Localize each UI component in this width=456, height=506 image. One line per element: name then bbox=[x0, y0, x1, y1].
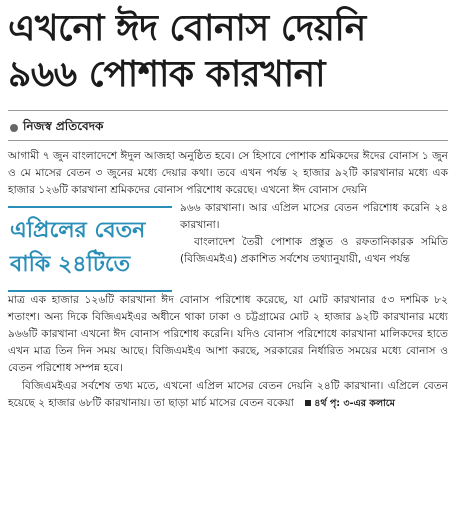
article-body bbox=[8, 148, 448, 412]
headline-line-1: এখনো ঈদ বোনাস দেয়নি bbox=[8, 8, 366, 49]
pullquote bbox=[8, 206, 172, 292]
square-bullet-icon bbox=[305, 400, 311, 406]
byline bbox=[10, 118, 103, 138]
paragraph-3-text: বিজিএমইএর সর্বশেষ তথ্য মতে, এখনো এপ্রিল মাসের বেতন দেয়নি ২৪টি কারখানা। এপ্রিলে বেতন হয়েছে ২ হাজার ৬৮টি কারখানায়। তা ছাড়া মার্চ মাসের বেতন বকেয়া bbox=[8, 379, 448, 409]
headline bbox=[8, 6, 450, 98]
wrapped-text bbox=[180, 200, 448, 292]
paragraph-1: আগামী ৭ জুন বাংলাদেশে ঈদুল আজহা অনুষ্ঠিত হবে। সে হিসাবে পোশাক শ্রমিকদের ঈদের বোনাস ১ জুন ও মে মাসের বেতন ৩ জুনের মধ্যে দেয়ার কথা। তবে এখন পর্যন্ত ২ হাজার ৯২টি কারখানার মধ্যে এক হাজার ১২৬টি কারখানা শ্রমিকদের বোনাস পরিশোধ করেছে। এখনো ঈদ বোনাস দেয়নি bbox=[8, 150, 448, 197]
divider bbox=[8, 140, 448, 141]
pullquote-line-2: বাকি ২৪টিতে bbox=[10, 251, 131, 277]
headline-line-2: ৯৬৬ পোশাক কারখানা bbox=[8, 54, 326, 95]
pullquote-wrap bbox=[8, 200, 448, 292]
continuation-link[interactable] bbox=[305, 398, 395, 409]
byline-text: নিজস্ব প্রতিবেদক bbox=[23, 119, 104, 133]
paragraph-1-end: ৯৬৬ কারখানা। আর এপ্রিল মাসের বেতন পরিশোধ করেনি ২৪ কারখানা। bbox=[180, 201, 448, 231]
divider bbox=[8, 110, 448, 111]
bullet-icon bbox=[10, 124, 18, 132]
paragraph-2: মাত্র এক হাজার ১২৬টি কারখানা ঈদ বোনাস পরিশোধ করেছে, যা মোট কারখানার ৫৩ দশমিক ৮২ শতাংশ। অন্য দিকে বিজিএমইএর অধীনে থাকা ঢাকা ও চট্টগ্রামের মোট ২ হাজার ৯২টি কারখানার মধ্যে ৯৬৬টি কারখানা এখনো ঈদ বোনাস পরিশোধ করেনি। যদিও বোনাস পরিশোধে কারখানা মালিকদের হাতে এখন মাত্র তিন দিন সময় আছে। বিজিএমইএ আশা করছে, সরকারের নির্ধারিত সময়ের মধ্যে বোনাস ও বেতন পরিশোধ সম্পন্ন হবে। bbox=[8, 293, 448, 375]
paragraph-3 bbox=[8, 378, 448, 412]
pullquote-line-1: এপ্রিলের বেতন bbox=[10, 217, 146, 243]
paragraph-2-start: বাংলাদেশ তৈরী পোশাক প্রস্তুত ও রফতানিকারক সমিতি (বিজিএমইএ) প্রকাশিত সর্বশেষ তথ্যানুযায়ী, এখন পর্যন্ত bbox=[180, 236, 448, 266]
continuation-text: ৪র্থ পৃ: ৩-এর কলামে bbox=[314, 397, 395, 409]
